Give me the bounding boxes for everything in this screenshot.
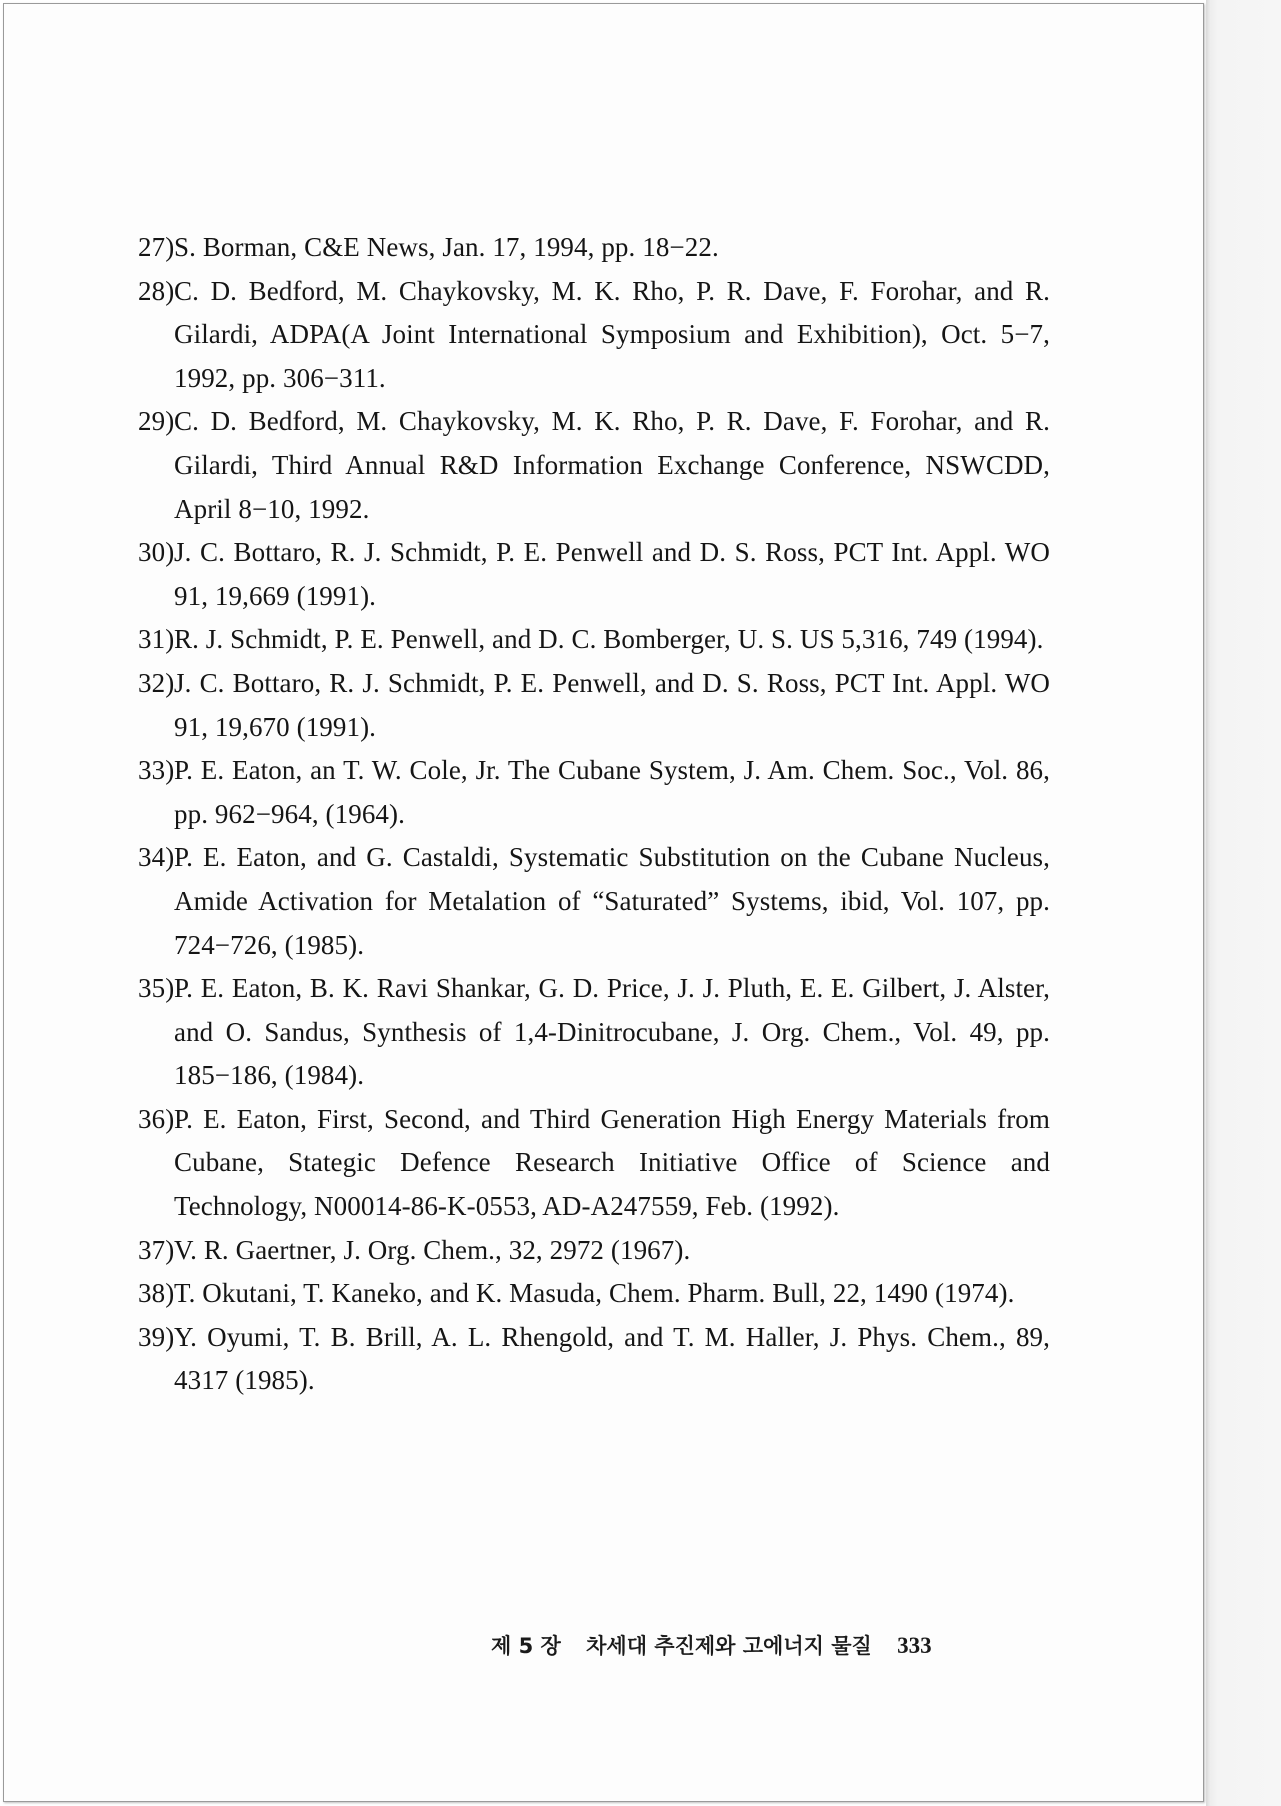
reference-number: 32)	[138, 667, 175, 698]
reference-number: 36)	[138, 1103, 175, 1134]
reference-text: J. C. Bottaro, R. J. Schmidt, P. E. Penwell and D. S. Ross, PCT Int. Appl. WO 91, 19,669 (1991).	[174, 537, 1050, 611]
reference-item	[138, 226, 1050, 270]
document-page	[3, 3, 1204, 1802]
footer-chapter: 제 5 장	[491, 1634, 561, 1658]
reference-number: 27)	[138, 232, 175, 262]
reference-number: 33)	[138, 755, 175, 786]
reference-item	[138, 749, 1050, 836]
reference-number: 38)	[138, 1278, 175, 1309]
page-number: 333	[897, 1633, 932, 1658]
reference-number: 28)	[138, 275, 175, 306]
reference-number: 34)	[138, 842, 175, 873]
reference-text: P. E. Eaton, B. K. Ravi Shankar, G. D. Price, J. J. Pluth, E. E. Gilbert, J. Alster, and O. Sandus, Synthesis of 1,4-Dinitrocubane, J. Org. Chem., Vol. 49, pp. 185−186, (1984).	[174, 973, 1050, 1091]
reference-text: J. C. Bottaro, R. J. Schmidt, P. E. Penwell, and D. S. Ross, PCT Int. Appl. WO 91, 19,670 (1991).	[174, 667, 1050, 742]
reference-item	[138, 662, 1050, 749]
reference-item	[138, 1229, 1050, 1273]
reference-text: P. E. Eaton, First, Second, and Third Generation High Energy Materials from Cubane, Stategic Defence Research Initiative Office of Science and Technology, N00014-86-K-0553, AD-A247559, Feb. (1992).	[174, 1103, 1050, 1222]
reference-item	[138, 270, 1050, 401]
reference-item	[138, 967, 1050, 1098]
reference-item	[138, 400, 1050, 531]
reference-text: C. D. Bedford, M. Chaykovsky, M. K. Rho, P. R. Dave, F. Forohar, and R. Gilardi, ADPA(A Joint International Symposium and Exhibition), Oct. 5−7, 1992, pp. 306−311.	[174, 275, 1050, 393]
reference-number: 30)	[138, 537, 175, 568]
reference-text: P. E. Eaton, an T. W. Cole, Jr. The Cubane System, J. Am. Chem. Soc., Vol. 86, pp. 962−964, (1964).	[174, 755, 1050, 829]
reference-text: P. E. Eaton, and G. Castaldi, Systematic Substitution on the Cubane Nucleus, Amide Activation for Metalation of “Saturated” Systems, ibid, Vol. 107, pp. 724−726, (1985).	[174, 842, 1050, 960]
reference-text: S. Borman, C&E News, Jan. 17, 1994, pp. 18−22.	[174, 232, 719, 262]
reference-item	[138, 531, 1050, 618]
reference-item	[138, 1316, 1050, 1403]
reference-list	[138, 226, 1050, 1403]
footer-chapter-title: 차세대 추진제와 고에너지 물질	[586, 1634, 872, 1658]
viewer-background-strip	[1206, 0, 1281, 1806]
reference-text: T. Okutani, T. Kaneko, and K. Masuda, Chem. Pharm. Bull, 22, 1490 (1974).	[174, 1278, 1015, 1309]
reference-number: 29)	[138, 406, 175, 437]
reference-item	[138, 1272, 1050, 1316]
reference-text: R. J. Schmidt, P. E. Penwell, and D. C. Bomberger, U. S. US 5,316, 749 (1994).	[174, 624, 1044, 655]
reference-number: 37)	[138, 1234, 175, 1265]
page-footer	[491, 1630, 1051, 1660]
reference-item	[138, 836, 1050, 967]
reference-text: Y. Oyumi, T. B. Brill, A. L. Rhengold, and T. M. Haller, J. Phys. Chem., 89, 4317 (1985).	[174, 1321, 1050, 1396]
reference-item	[138, 1098, 1050, 1229]
reference-number: 39)	[138, 1321, 175, 1352]
reference-text: C. D. Bedford, M. Chaykovsky, M. K. Rho, P. R. Dave, F. Forohar, and R. Gilardi, Third Annual R&D Information Exchange Conference, NSWCDD, April 8−10, 1992.	[174, 406, 1050, 524]
reference-text: V. R. Gaertner, J. Org. Chem., 32, 2972 (1967).	[174, 1234, 691, 1265]
reference-number: 35)	[138, 973, 175, 1004]
reference-item	[138, 618, 1050, 662]
reference-number: 31)	[138, 624, 175, 655]
